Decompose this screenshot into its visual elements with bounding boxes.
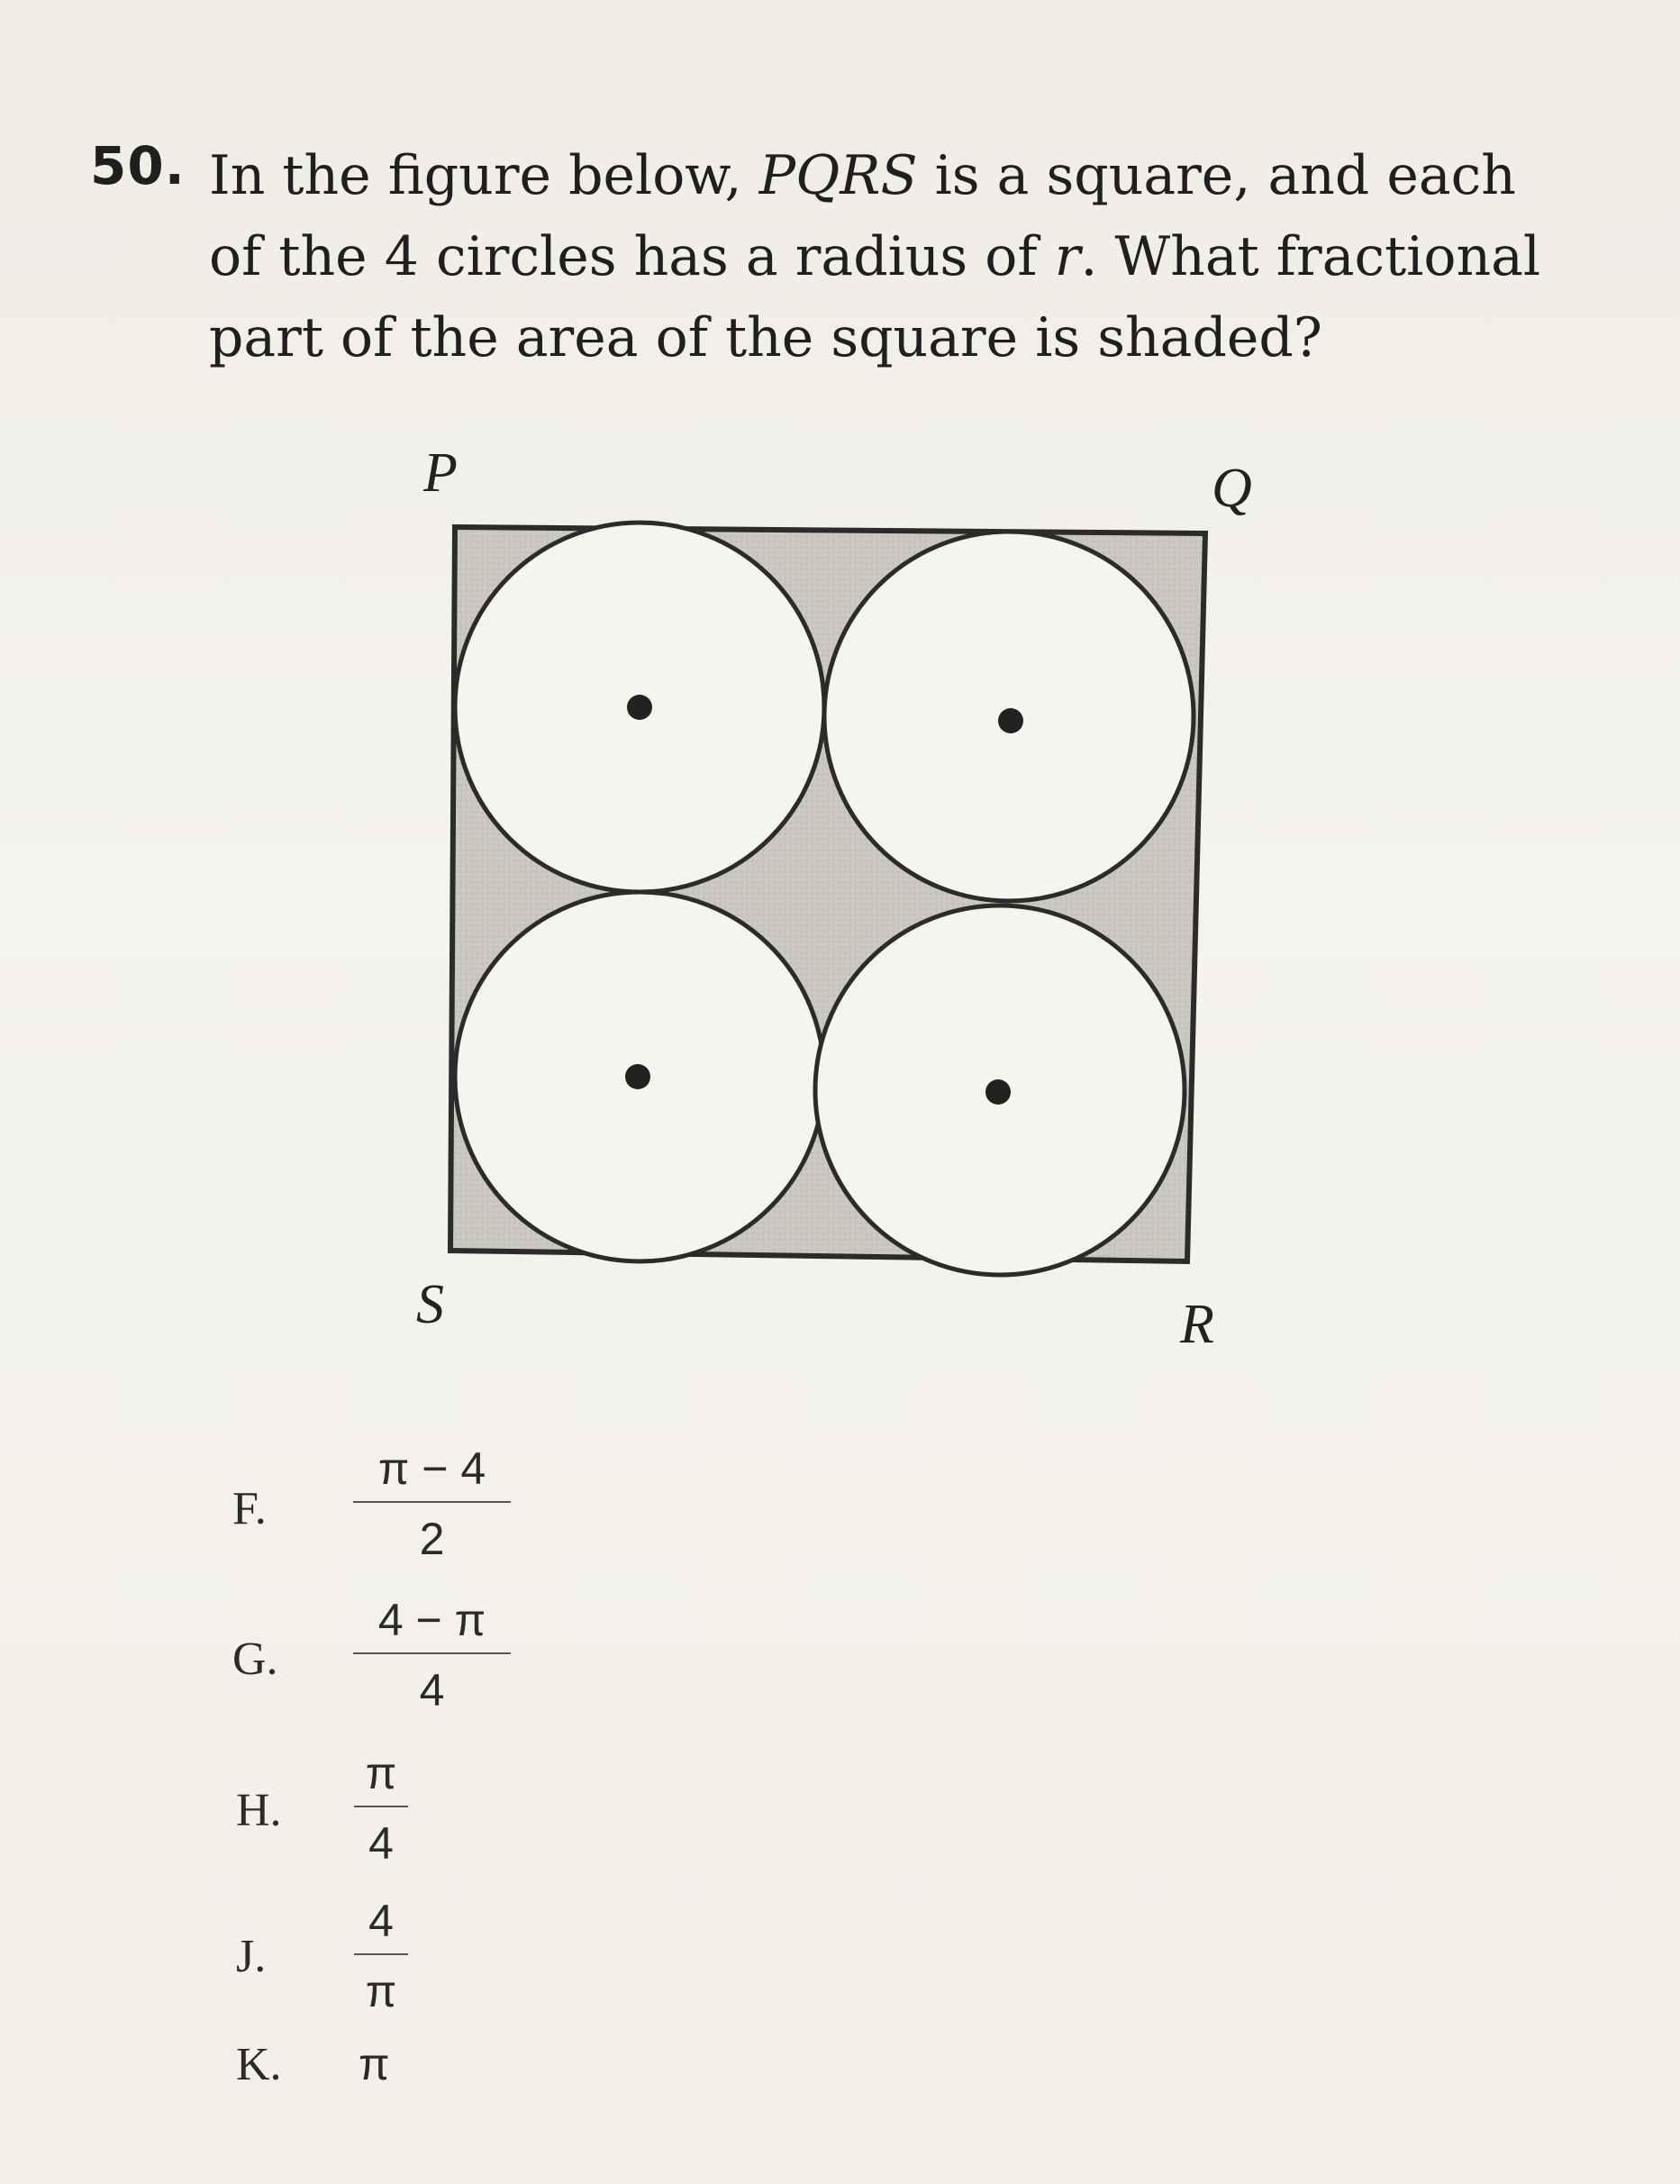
vertex-label-r: R: [1180, 1294, 1214, 1355]
question-line-2-pre: of the 4 circles has a radius of: [209, 225, 1055, 288]
choice-j-fraction[interactable]: [354, 1894, 408, 2018]
question-number: 50.: [90, 135, 186, 196]
question-line-1-pre: In the figure below,: [209, 144, 759, 207]
question-line-2-italic: r: [1054, 225, 1081, 288]
choice-j-numerator: 4: [368, 1896, 394, 1946]
choice-k-letter[interactable]: K.: [236, 2039, 282, 2090]
choice-h-letter[interactable]: H.: [236, 1785, 282, 1836]
choice-h-fraction[interactable]: [354, 1746, 408, 1870]
choice-h-numerator: π: [365, 1748, 397, 1798]
choice-f-denominator: 2: [419, 1514, 445, 1564]
choice-f-fraction-bar: [353, 1501, 511, 1503]
choice-g-fraction[interactable]: [353, 1593, 511, 1717]
choice-g-fraction-bar: [353, 1652, 511, 1654]
choice-g-letter[interactable]: G.: [232, 1633, 278, 1685]
center-dot-top-right: [998, 708, 1023, 733]
vertex-label-s: S: [416, 1274, 444, 1335]
choice-h-denominator: 4: [368, 1818, 394, 1869]
center-dot-top-left: [627, 695, 652, 720]
choice-g-numerator: 4 − π: [377, 1595, 486, 1645]
choice-j-denominator: π: [365, 1966, 397, 2016]
choice-f-numerator: π − 4: [377, 1443, 486, 1494]
question-line-2-post: . What fractional: [1080, 225, 1541, 288]
center-dot-bottom-left: [625, 1064, 650, 1089]
vertex-label-q: Q: [1212, 458, 1252, 519]
question-line-1-italic: PQRS: [758, 144, 918, 207]
choice-f-fraction[interactable]: [353, 1442, 511, 1566]
center-dot-bottom-right: [985, 1079, 1011, 1105]
choice-g-denominator: 4: [419, 1665, 445, 1715]
choice-k-value[interactable]: π: [359, 2039, 390, 2089]
choice-f-letter[interactable]: F.: [232, 1483, 267, 1534]
choice-j-fraction-bar: [354, 1953, 408, 1955]
question-line-1-post: is a square, and each: [917, 144, 1516, 207]
choice-h-fraction-bar: [354, 1806, 408, 1807]
choice-j-letter[interactable]: J.: [236, 1931, 267, 1982]
vertex-label-p: P: [423, 442, 458, 504]
question-line-3: part of the area of the square is shaded?: [209, 306, 1322, 369]
